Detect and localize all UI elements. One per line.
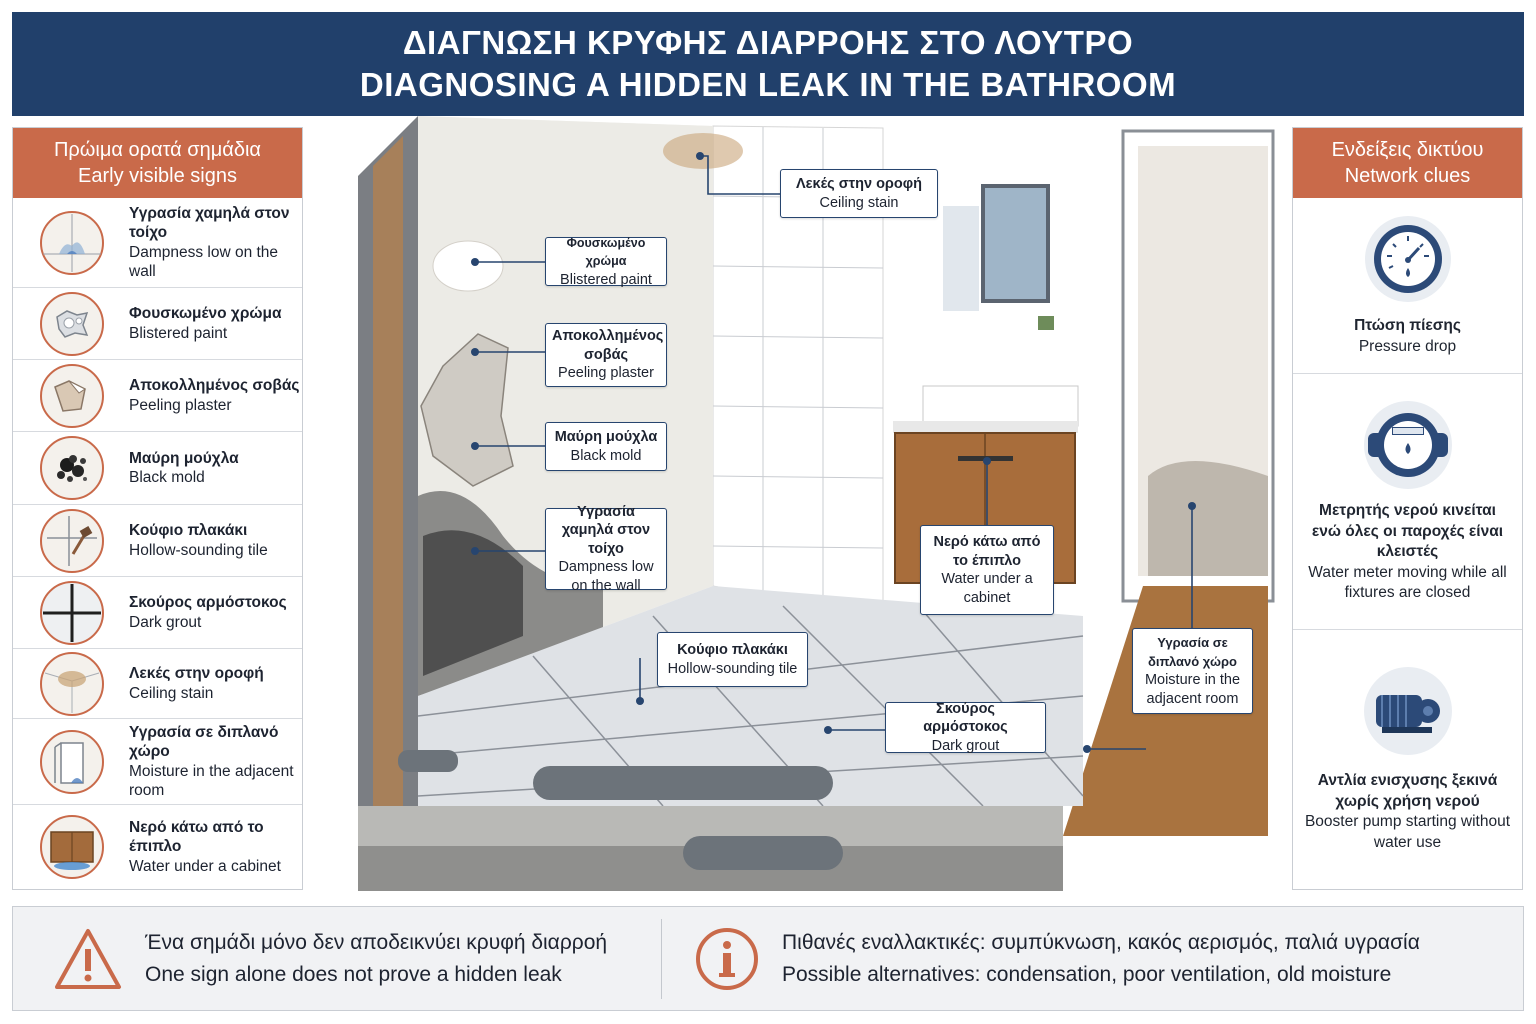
callout-cabinet-english: Water under a cabinet bbox=[941, 571, 1033, 606]
warning-note bbox=[13, 907, 661, 1010]
sign-row-black-mold bbox=[13, 432, 302, 505]
clue-pressure-drop bbox=[1293, 198, 1522, 374]
booster-pump-icon bbox=[1362, 665, 1454, 757]
sign-mold-english: Black mold bbox=[129, 469, 205, 486]
sign-hollow-greek: Κούφιο πλακάκι bbox=[129, 522, 248, 539]
network-clues-panel bbox=[1292, 127, 1523, 890]
info-note bbox=[662, 907, 1420, 1010]
warning-triangle-icon bbox=[53, 927, 123, 991]
sign-blistered-greek: Φουσκωμένο χρώμα bbox=[129, 305, 282, 322]
callout-dark-grout bbox=[885, 702, 1046, 753]
callout-ceiling-english: Ceiling stain bbox=[819, 194, 899, 211]
sign-dampness-greek: Υγρασία χαμηλά στον τοίχο bbox=[129, 204, 290, 241]
callout-mold-english: Black mold bbox=[570, 447, 642, 464]
page-header bbox=[12, 12, 1524, 116]
clue-water-meter bbox=[1293, 374, 1522, 630]
callout-peeling-english: Peeling plaster bbox=[558, 365, 654, 382]
sign-hollow-english: Hollow-sounding tile bbox=[129, 541, 268, 559]
callout-blistered-paint bbox=[545, 237, 667, 286]
info-greek: Πιθανές εναλλακτικές: συμπύκνωση, κακός αερισμός, παλιά υγρασία bbox=[782, 930, 1420, 954]
sign-grout-english: Dark grout bbox=[129, 613, 202, 631]
callout-black-mold bbox=[545, 422, 667, 471]
bathroom-cutaway-drawing bbox=[303, 116, 1292, 891]
callout-hollow-english: Hollow-sounding tile bbox=[667, 660, 798, 677]
cabinet-water-icon bbox=[39, 814, 105, 880]
sign-adjacent-greek: Υγρασία σε διπλανό χώρο bbox=[129, 723, 279, 760]
clue-pressure-english: Pressure drop bbox=[1358, 337, 1457, 355]
water-meter-icon bbox=[1362, 399, 1454, 491]
peeling-plaster-icon bbox=[39, 363, 105, 429]
hollow-tile-icon bbox=[39, 508, 105, 574]
sign-ceiling-greek: Λεκές στην οροφή bbox=[129, 665, 264, 682]
callout-cabinet-water bbox=[920, 525, 1054, 615]
sign-peeling-greek: Αποκολλημένος σοβάς bbox=[129, 377, 300, 394]
callout-peeling-plaster bbox=[545, 323, 667, 387]
clue-pressure-greek: Πτώση πίεσης bbox=[1354, 317, 1461, 334]
ceiling-stain-icon bbox=[39, 651, 105, 717]
title-greek: ΔΙΑΓΝΩΣΗ ΚΡΥΦΗΣ ΔΙΑΡΡΟΗΣ ΣΤΟ ΛΟΥΤΡΟ bbox=[402, 24, 1134, 61]
callout-blistered-english: Blistered paint bbox=[560, 271, 652, 288]
sign-mold-greek: Μαύρη μούχλα bbox=[129, 449, 239, 467]
sign-row-blistered-paint bbox=[13, 288, 302, 360]
warning-greek: Ένα σημάδι μόνο δεν αποδεικνύει κρυφή διαρροή bbox=[145, 930, 608, 954]
clue-pump-greek: Αντλία ενισχυσης ξεκινά χωρίς χρήση νερού bbox=[1317, 772, 1498, 810]
callout-hollow-tile bbox=[657, 632, 808, 687]
sign-cabinet-greek: Νερό κάτω από το έπιπλο bbox=[129, 818, 264, 856]
early-signs-header bbox=[13, 128, 302, 198]
sign-dampness-english: Dampness low on the wall bbox=[129, 243, 279, 280]
callout-peeling-greek: Αποκολλημένος σοβάς bbox=[552, 328, 664, 363]
info-icon bbox=[694, 926, 760, 992]
callout-adjacent-english: Moisture in the adjacent room bbox=[1144, 672, 1241, 707]
sign-adjacent-english: Moisture in the adjacent room bbox=[129, 762, 294, 799]
clue-booster-pump bbox=[1293, 630, 1522, 888]
early-signs-title-greek: Πρώιμα ορατά σημάδια bbox=[53, 139, 261, 161]
bathroom-cutaway-illustration bbox=[303, 116, 1292, 891]
sign-row-adjacent-room bbox=[13, 719, 302, 805]
title-english: DIAGNOSING A HIDDEN LEAK IN THE BATHROOM bbox=[359, 66, 1177, 103]
callout-grout-english: Dark grout bbox=[931, 737, 1000, 754]
callout-cabinet-greek: Νερό κάτω από το έπιπλο bbox=[933, 534, 1041, 569]
callout-damp-greek: Υγρασία χαμηλά στον τοίχο bbox=[561, 503, 651, 557]
sign-cabinet-english: Water under a cabinet bbox=[129, 857, 281, 875]
callout-ceiling-greek: Λεκές στην οροφή bbox=[795, 176, 922, 192]
sign-grout-greek: Σκούρος αρμόστοκος bbox=[129, 594, 287, 611]
sign-ceiling-english: Ceiling stain bbox=[129, 684, 214, 702]
info-english: Possible alternatives: condensation, poor ventilation, old moisture bbox=[782, 962, 1392, 986]
callout-blistered-greek: Φουσκωμένο χρώμα bbox=[566, 235, 646, 269]
callout-grout-greek: Σκούρος αρμόστοκος bbox=[923, 700, 1008, 736]
callout-mold-greek: Μαύρη μούχλα bbox=[554, 429, 658, 445]
sign-row-dampness bbox=[13, 198, 302, 288]
blistered-paint-icon bbox=[39, 291, 105, 357]
dampness-icon bbox=[39, 210, 105, 276]
network-clues-header bbox=[1293, 128, 1522, 198]
sign-blistered-english: Blistered paint bbox=[129, 324, 228, 342]
sign-row-cabinet-water bbox=[13, 805, 302, 889]
dark-grout-icon bbox=[39, 580, 105, 646]
early-signs-panel bbox=[12, 127, 303, 890]
footer-notes bbox=[12, 906, 1524, 1011]
sign-row-hollow-tile bbox=[13, 505, 302, 577]
network-clues-title-greek: Ενδείξεις δικτύου bbox=[1331, 139, 1484, 161]
callout-ceiling-stain bbox=[780, 169, 938, 218]
callout-adjacent-room bbox=[1132, 628, 1253, 714]
pressure-gauge-icon bbox=[1363, 214, 1453, 304]
sign-peeling-english: Peeling plaster bbox=[129, 396, 232, 414]
clue-meter-english: Water meter moving while all fixtures are closed bbox=[1308, 563, 1507, 602]
sign-row-ceiling-stain bbox=[13, 649, 302, 719]
clue-pump-english: Booster pump starting without water use bbox=[1304, 813, 1511, 851]
network-clues-title-english: Network clues bbox=[1344, 165, 1471, 187]
callout-dampness bbox=[545, 503, 667, 594]
callout-adjacent-greek: Υγρασία σε διπλανό χώρο bbox=[1148, 635, 1237, 669]
sign-row-peeling-plaster bbox=[13, 360, 302, 432]
sign-row-dark-grout bbox=[13, 577, 302, 649]
clue-meter-greek: Μετρητής νερού κινείται ενώ όλες οι παροχές είναι κλειστές bbox=[1311, 502, 1504, 561]
early-signs-title-english: Early visible signs bbox=[78, 165, 237, 187]
warning-english: One sign alone does not prove a hidden leak bbox=[145, 962, 562, 986]
adjacent-room-moisture-icon bbox=[39, 729, 105, 795]
black-mold-icon bbox=[39, 435, 105, 501]
callout-hollow-greek: Κούφιο πλακάκι bbox=[677, 642, 788, 658]
callout-damp-english: Dampness low on the wall bbox=[558, 559, 654, 594]
